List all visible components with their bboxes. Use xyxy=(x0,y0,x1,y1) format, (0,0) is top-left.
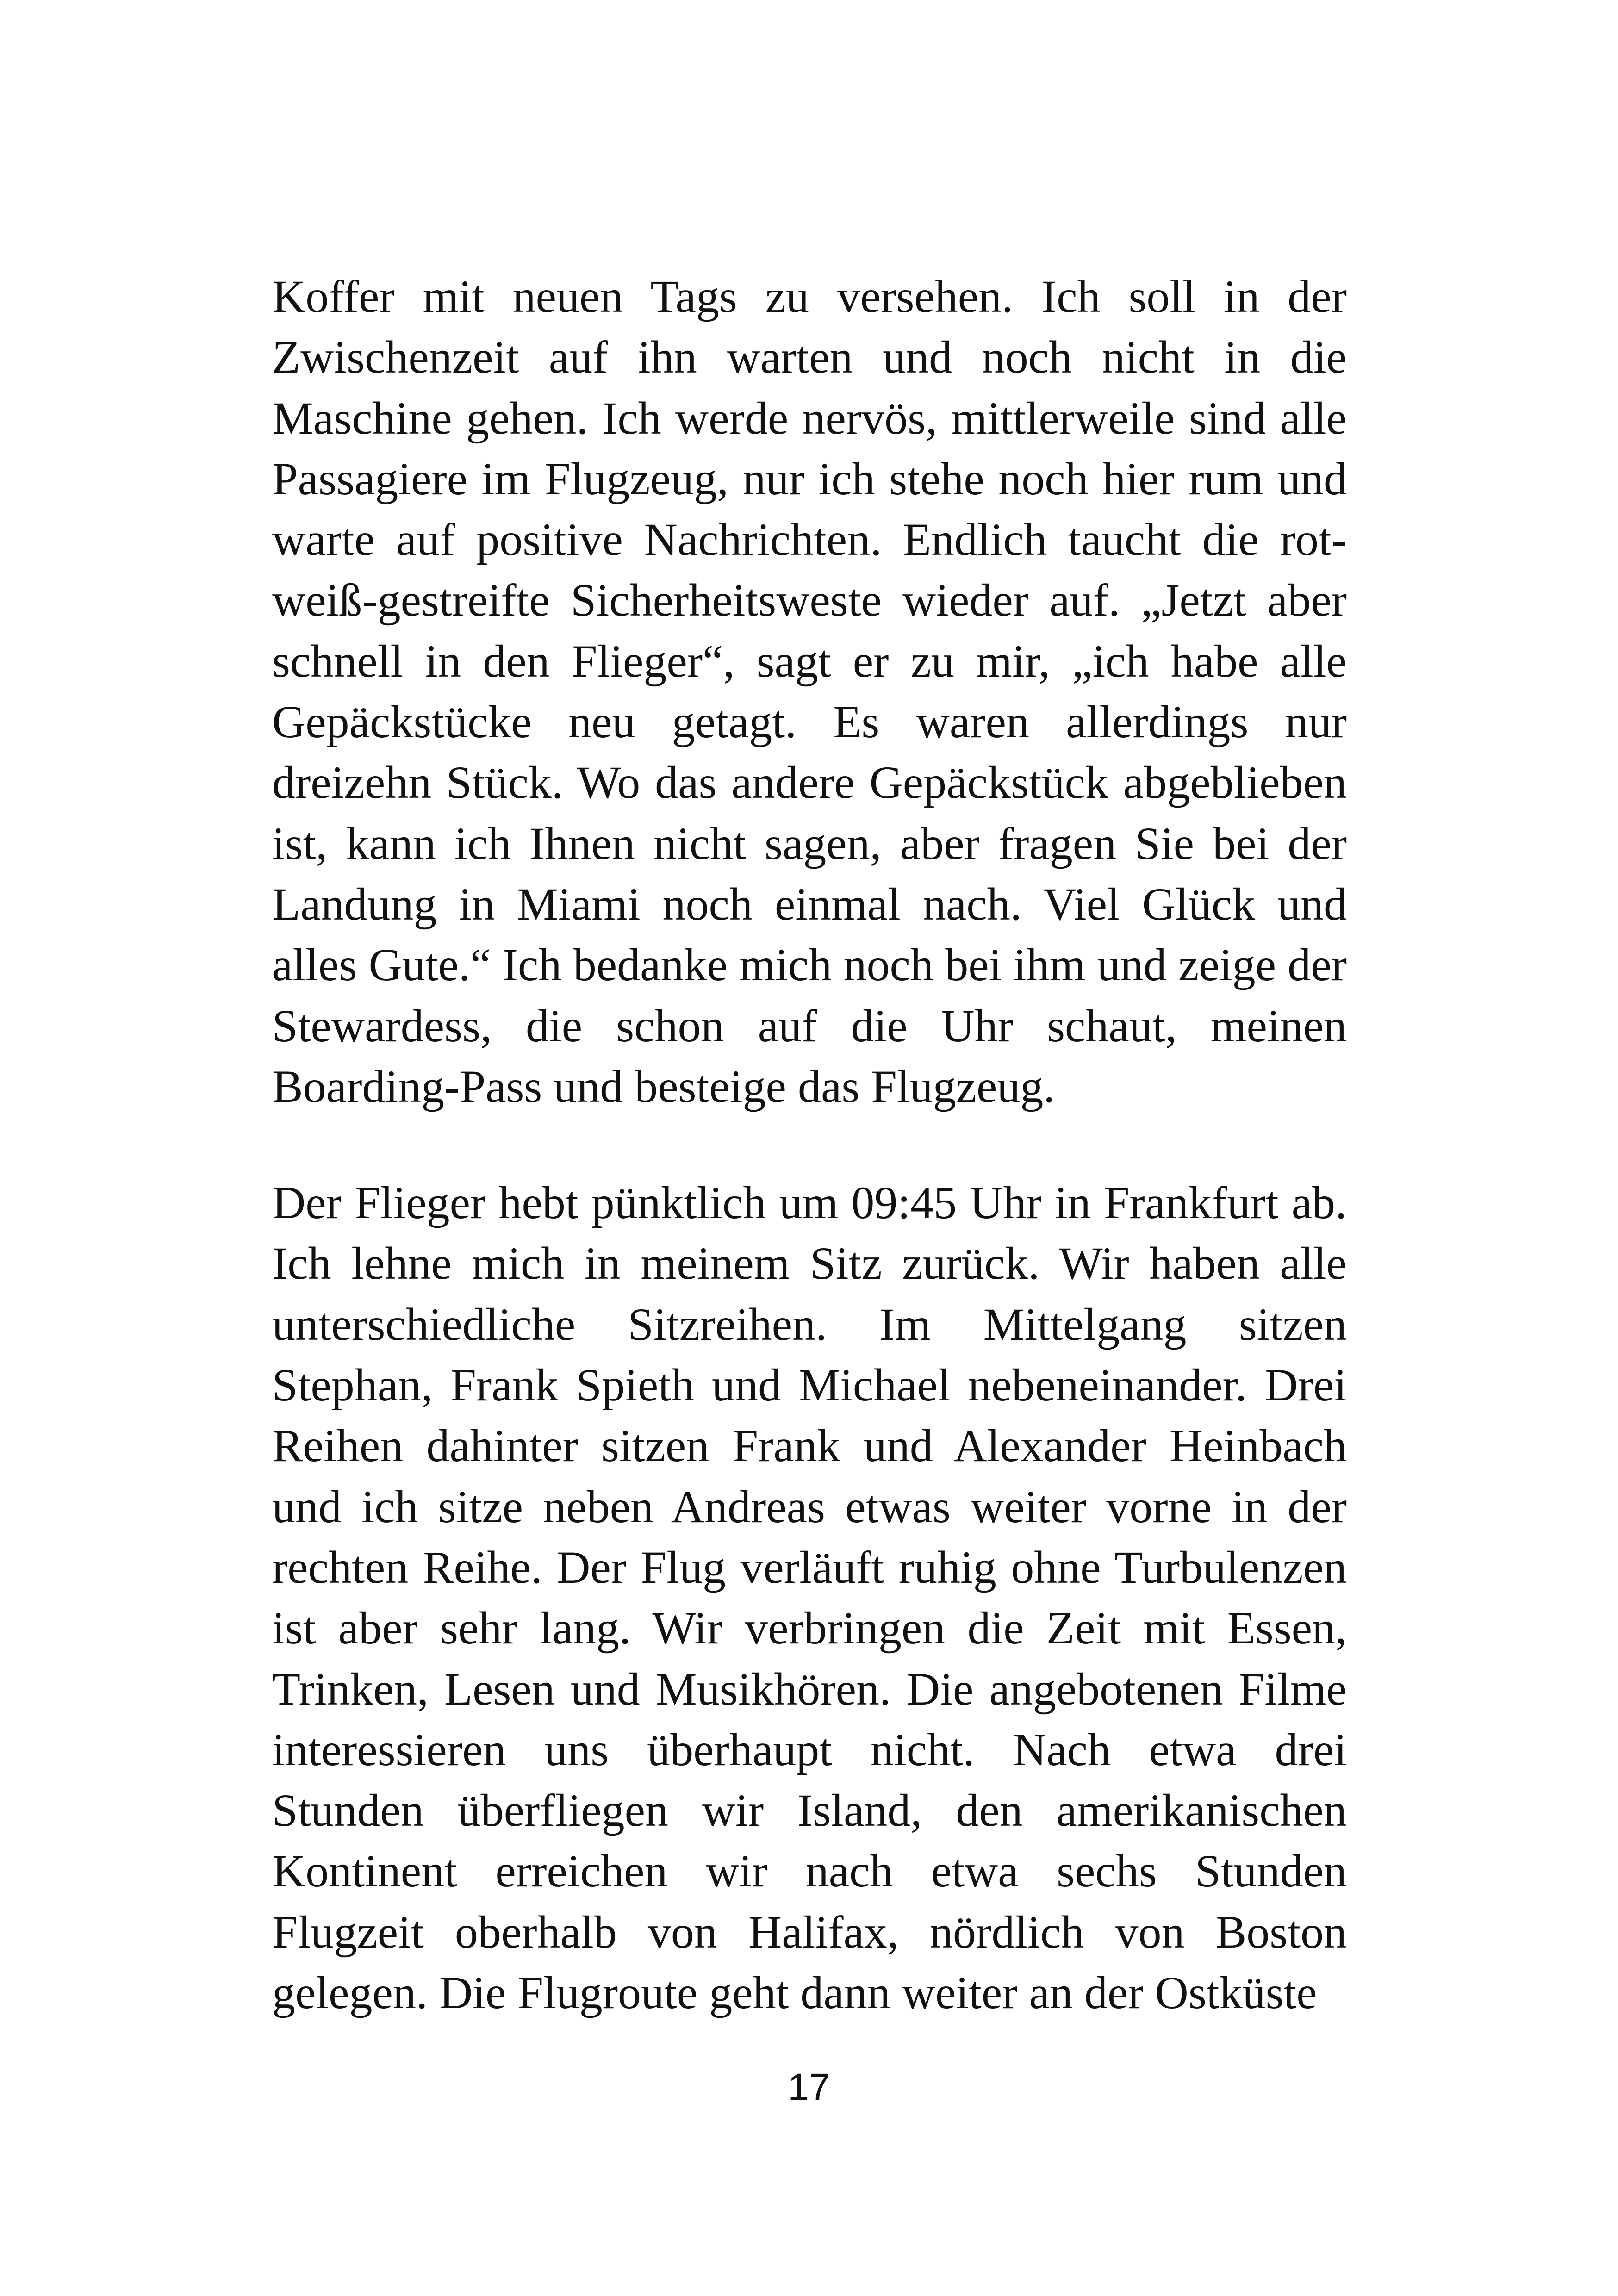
page-number: 17 xyxy=(788,2066,830,2108)
paragraph-1: Koffer mit neuen Tags zu versehen. Ich soll in der Zwischenzeit auf ihn warten und noch nicht in die Maschine gehen. Ich werde nervös, mittlerweile sind alle Passagiere im Flugzeug, nur ich stehe noch hier rum und warte auf positive Nachrichten. Endlich taucht die rot-weiß-gestreifte Sicherheitsweste wieder auf. „Jetzt aber schnell in den Flieger“, sagt er zu mir, „ich habe alle Gepäckstücke neu getagt. Es waren allerdings nur dreizehn Stück. Wo das andere Gepäckstück abgeblieben ist, kann ich Ihnen nicht sagen, aber fragen Sie bei der Landung in Miami noch einmal nach. Viel Glück und alles Gute.“ Ich bedanke mich noch bei ihm und zeige der Stewardess, die schon auf die Uhr schaut, meinen Boarding-Pass und besteige das Flugzeug. xyxy=(272,271,1347,1112)
paragraph-2: Der Flieger hebt pünktlich um 09:45 Uhr in Frankfurt ab. Ich lehne mich in meinem Sitz zurück. Wir haben alle unterschiedliche Sitzreihen. Im Mittelgang sitzen Stephan, Frank Spieth und Michael nebeneinander. Drei Reihen dahinter sitzen Frank und Alexander Heinbach und ich sitze neben Andreas etwas weiter vorne in der rechten Reihe. Der Flug verläuft ruhig ohne Turbulenzen ist aber sehr lang. Wir verbringen die Zeit mit Essen, Trinken, Lesen und Musikhören. Die angebotenen Filme interessieren uns überhaupt nicht. Nach etwa drei Stunden überfliegen wir Island, den amerikanischen Kontinent erreichen wir nach etwa sechs Stunden Flugzeit oberhalb von Halifax, nördlich von Boston gelegen. Die Flugroute geht dann weiter an der Ostküste xyxy=(272,1177,1347,2019)
body-text xyxy=(272,266,1347,2023)
